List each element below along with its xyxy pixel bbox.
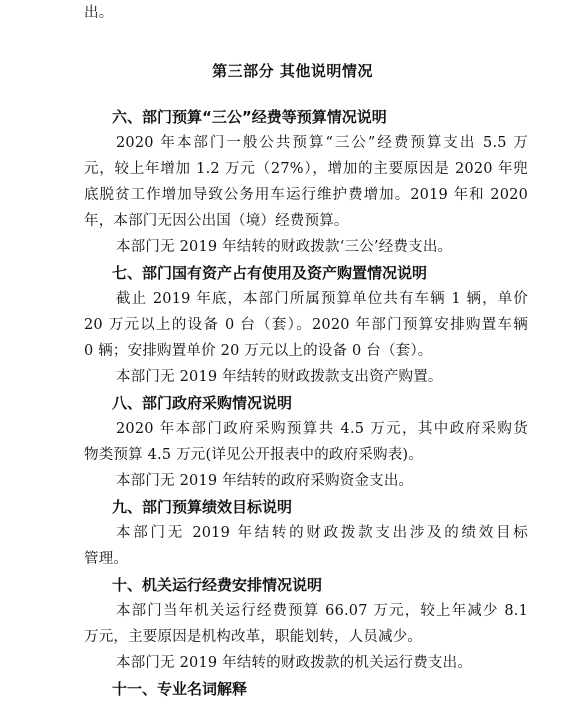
paragraph-line: 2020 年本部门政府采购预算共 4.5 万元，其中政府采购货 <box>116 421 528 437</box>
paragraph-line: 底脱贫工作增加导致公务用车运行维护费增加。2019 年和 2020 <box>84 187 528 203</box>
section-heading-8: 八、部门政府采购情况说明 <box>112 394 293 412</box>
paragraph-line: 本部门当年机关运行经费预算 66.07 万元，较上年减少 8.1 <box>116 603 528 619</box>
paragraph-line: 万元，主要原因是机构改革，职能划转，人员减少。 <box>84 629 423 645</box>
section-heading-11: 十一、专业名词解释 <box>112 680 248 698</box>
paragraph-line: 本部门无 2019 年结转的财政拨款支出涉及的绩效目标 <box>116 525 528 541</box>
paragraph-line: 年，本部门无因公出国（境）经费预算。 <box>84 213 349 229</box>
paragraph-line: 本部门无 2019 年结转的财政拨款‘三公’经费支出。 <box>116 239 453 255</box>
section-heading-7: 七、部门国有资产占有使用及资产购置情况说明 <box>112 264 428 282</box>
paragraph-line: 元，较上年增加 1.2 万元（27%），增加的主要原因是 2020 年兜 <box>84 161 528 177</box>
paragraph-line: 2020 年本部门一般公共预算“三公”经费预算支出 5.5 万 <box>116 135 528 151</box>
paragraph-line: 20 万元以上的设备 0 台（套）。2020 年部门预算安排购置车辆 <box>84 317 528 333</box>
paragraph-line: 本部门无 2019 年结转的财政拨款的机关运行费支出。 <box>116 655 473 671</box>
paragraph-line: 本部门无 2019 年结转的政府采购资金支出。 <box>116 473 414 489</box>
paragraph-line: 0 辆；安排购置单价 20 万元以上的设备 0 台（套）。 <box>84 343 433 359</box>
paragraph-line: 本部门无 2019 年结转的财政拨款支出资产购置。 <box>116 369 443 385</box>
paragraph-line: 管理。 <box>84 551 129 567</box>
section-heading-6: 六、部门预算“三公”经费等预算情况说明 <box>112 108 387 126</box>
section-heading-10: 十、机关运行经费安排情况说明 <box>112 576 323 594</box>
paragraph-line: 截止 2019 年底，本部门所属预算单位共有车辆 1 辆，单价 <box>116 291 528 307</box>
part-title: 第三部分 其他说明情况 <box>212 62 373 80</box>
continued-text: 出。 <box>84 5 114 21</box>
section-heading-9: 九、部门预算绩效目标说明 <box>112 498 293 516</box>
paragraph-line: 物类预算 4.5 万元(详见公开报表中的政府采购表)。 <box>84 447 423 463</box>
